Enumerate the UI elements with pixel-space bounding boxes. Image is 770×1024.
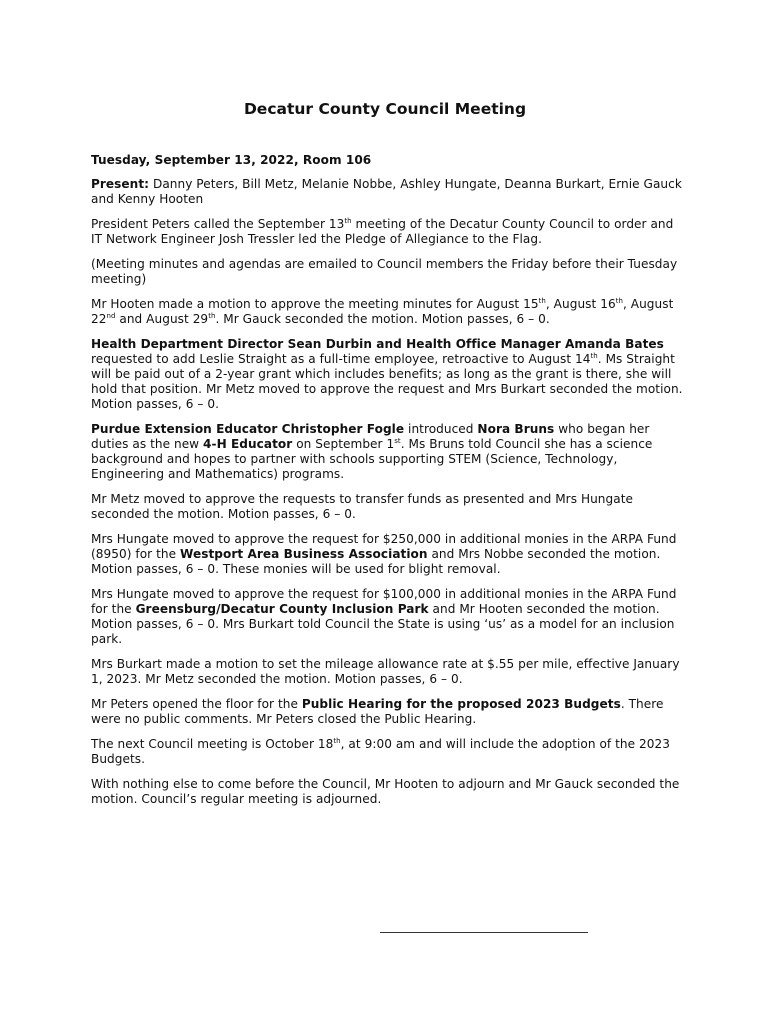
health-department-paragraph — [91, 337, 687, 412]
health-bold: Health Department Director Sean Durbin and Health Office Manager Amanda Bates — [91, 337, 664, 351]
minutes-text-d: and August 29 — [115, 312, 209, 326]
hearing-bold: Public Hearing for the proposed 2023 Budgets — [301, 697, 621, 711]
next-sup: th — [333, 737, 341, 745]
present-paragraph — [91, 177, 687, 207]
health-text-a: requested to add Leslie Straight as a full-time employee, retroactive to August 14 — [91, 352, 591, 366]
inclusion-text-a: Mrs Hungate moved to approve the request for $100,000 in additional monies in the ARPA Fund for the — [91, 587, 677, 616]
purdue-text-c: on September 1 — [292, 437, 395, 451]
mileage-paragraph: Mrs Burkart made a motion to set the mileage allowance rate at $.55 per mile, effective January 1, 2023. Mr Metz seconded the motion. Motion passes, 6 – 0. — [91, 657, 680, 686]
westport-paragraph — [91, 532, 687, 577]
westport-text-b: and Mrs Nobbe seconded the motion. Motion passes, 6 – 0. These monies will be used for blight removal. — [91, 547, 661, 576]
transfer-funds-paragraph: Mr Metz moved to approve the requests to transfer funds as presented and Mrs Hungate seconded the motion. Motion passes, 6 – 0. — [91, 492, 633, 521]
minutes-approval-paragraph — [91, 297, 687, 327]
health-text-b: . Ms Straight will be paid out of a 2-year grant which includes benefits; as long as the grant is there, she will hold that position. Mr Metz moved to approve the request and Mrs Burkart seconded the motion. Motion passes, 6 – 0. — [91, 352, 683, 411]
present-names: Danny Peters, Bill Metz, Melanie Nobbe, Ashley Hungate, Deanna Burkart, Ernie Gauck and Kenny Hooten — [91, 177, 682, 206]
document-title: Decatur County Council Meeting — [243, 100, 527, 118]
purdue-bold-1: Purdue Extension Educator Christopher Fogle — [91, 422, 405, 436]
inclusion-park-paragraph — [91, 587, 687, 647]
minutes-body — [91, 153, 687, 817]
purdue-text-a: introduced — [404, 422, 478, 436]
next-text-b: , at 9:00 am and will include the adoption of the 2023 Budgets. — [91, 737, 670, 766]
minutes-sup-2: th — [615, 297, 623, 305]
call-text-a: President Peters called the September 13 — [91, 217, 345, 231]
purdue-text-d: . Ms Bruns told Council she has a science background and hopes to partner with schools supporting STEM (Science, Technology, Engineering and Mathematics) programs. — [91, 437, 653, 481]
purdue-bold-3: 4-H Educator — [203, 437, 293, 451]
emailed-note-paragraph: (Meeting minutes and agendas are emailed to Council members the Friday before their Tuesday meeting) — [91, 257, 678, 286]
next-text-a: The next Council meeting is October 18 — [91, 737, 334, 751]
minutes-sup-4: th — [208, 312, 216, 320]
next-meeting-paragraph — [91, 737, 687, 767]
westport-text-a: Mrs Hungate moved to approve the request for $250,000 in additional monies in the ARPA Fund (8950) for the — [91, 532, 677, 561]
call-sup: th — [344, 217, 352, 225]
meeting-date-line: Tuesday, September 13, 2022, Room 106 — [91, 153, 372, 167]
minutes-text-e: . Mr Gauck seconded the motion. Motion passes, 6 – 0. — [215, 312, 550, 326]
present-label: Present: — [91, 177, 150, 191]
minutes-sup-1: th — [538, 297, 546, 305]
public-hearing-paragraph — [91, 697, 687, 727]
minutes-text-b: , August 16 — [545, 297, 616, 311]
inclusion-text-b: and Mr Hooten seconded the motion. Motion passes, 6 – 0. Mrs Burkart told Council the State is using ‘us’ as a model for an inclusion park. — [91, 602, 675, 646]
purdue-bold-2: Nora Bruns — [477, 422, 555, 436]
minutes-text-c: , August 22 — [91, 297, 674, 326]
inclusion-bold: Greensburg/Decatur County Inclusion Park — [135, 602, 429, 616]
purdue-text-b: who began her duties as the new — [91, 422, 650, 451]
call-to-order-paragraph — [91, 217, 687, 247]
hearing-text-a: Mr Peters opened the floor for the — [91, 697, 302, 711]
call-text-b: meeting of the Decatur County Council to order and IT Network Engineer Josh Tressler led the Pledge of Allegiance to the Flag. — [91, 217, 674, 246]
minutes-text-a: Mr Hooten made a motion to approve the meeting minutes for August 15 — [91, 297, 539, 311]
signature-line — [380, 932, 588, 933]
purdue-extension-paragraph — [91, 422, 687, 482]
minutes-sup-3: nd — [106, 312, 116, 320]
health-sup: th — [590, 352, 598, 360]
hearing-text-b: . There were no public comments. Mr Peters closed the Public Hearing. — [91, 697, 664, 726]
adjourn-paragraph: With nothing else to come before the Council, Mr Hooten to adjourn and Mr Gauck seconded the motion. Council’s regular meeting is adjourned. — [91, 777, 680, 806]
purdue-sup: st — [394, 437, 401, 445]
westport-bold: Westport Area Business Association — [179, 547, 428, 561]
